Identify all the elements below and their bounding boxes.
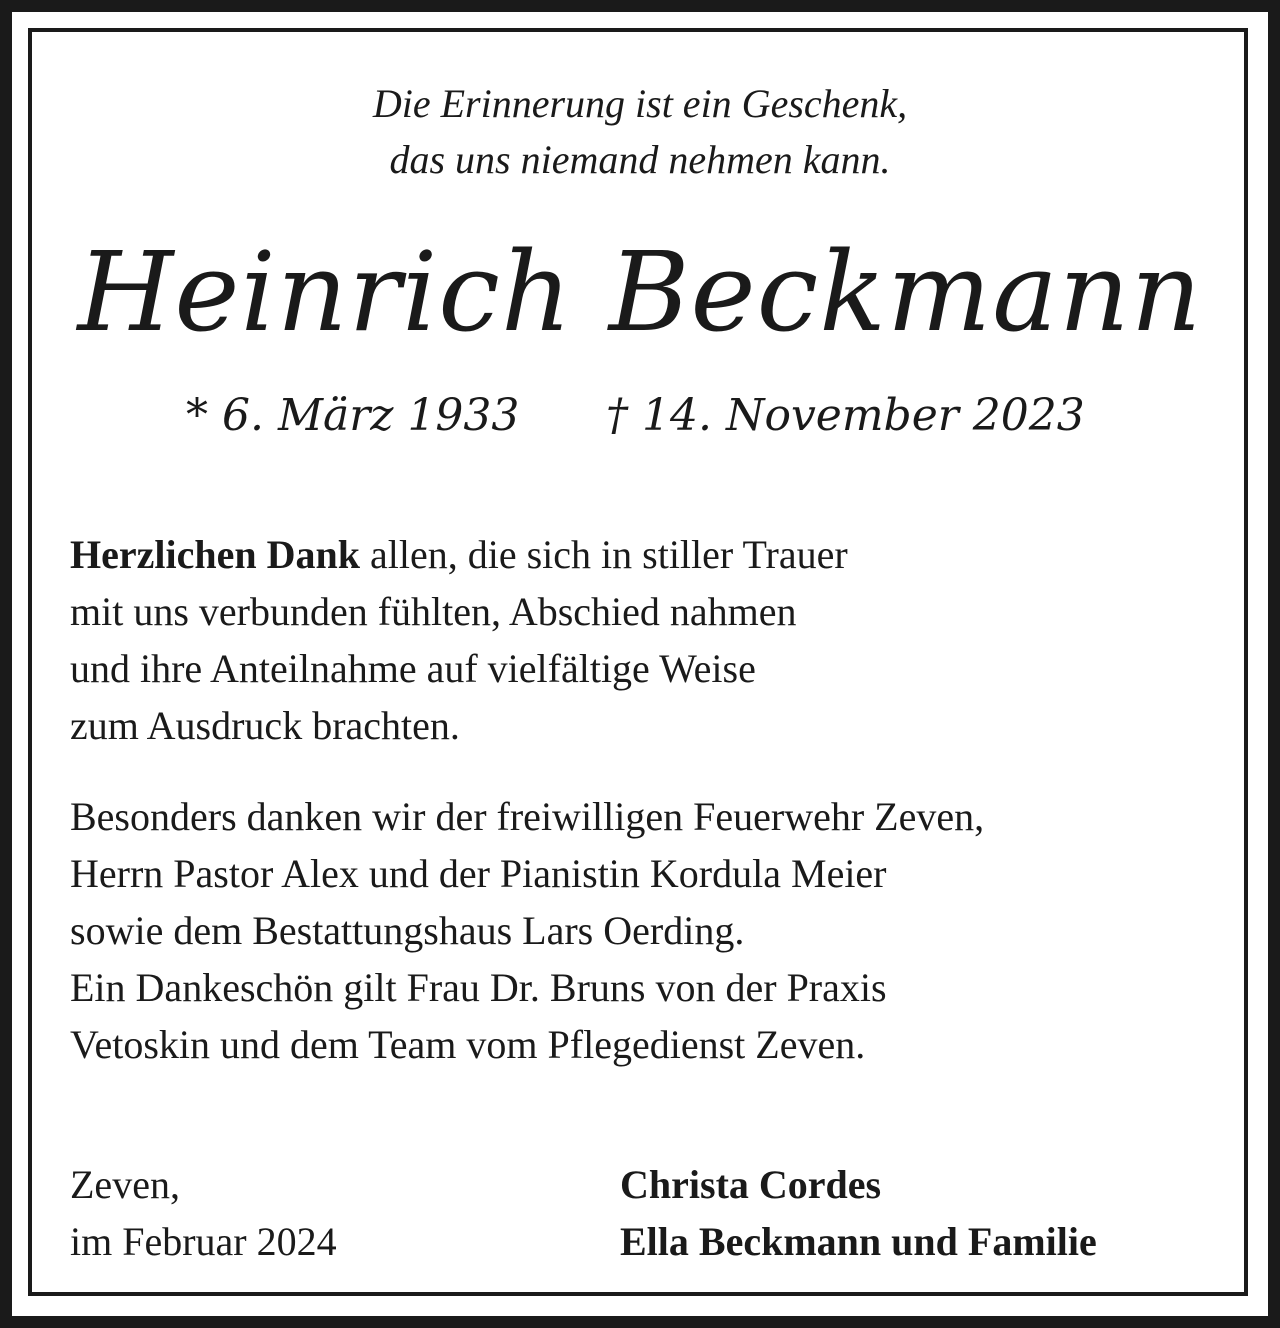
motto-line-2: das uns niemand nehmen kann.	[389, 137, 891, 182]
thanks-lead-line	[70, 526, 848, 583]
place-and-date	[70, 1156, 337, 1270]
birth-date: * 6. März 1933	[186, 390, 520, 441]
special-thanks-line: sowie dem Bestattungshaus Lars Oerding.	[70, 908, 745, 953]
special-thanks-line: Ein Dankeschön gilt Frau Dr. Bruns von der Praxis	[70, 965, 887, 1010]
thanks-line: mit uns verbunden fühlten, Abschied nahmen	[70, 589, 797, 634]
death-date: † 14. November 2023	[606, 390, 1085, 441]
date: im Februar 2024	[70, 1219, 337, 1264]
thanks-lead-rest: allen, die sich in stiller Trauer	[359, 532, 848, 577]
special-thanks-line: Vetoskin und dem Team vom Pflegedienst Zeven.	[70, 1022, 866, 1067]
special-thanks-line: Besonders danken wir der freiwilligen Feuerwehr Zeven,	[70, 794, 985, 839]
special-thanks-paragraph	[70, 788, 984, 1073]
motto-line-1: Die Erinnerung ist ein Geschenk,	[372, 81, 908, 126]
thanks-lead-bold: Herzlichen Dank	[70, 532, 360, 577]
signers	[620, 1156, 1097, 1270]
special-thanks-line: Herrn Pastor Alex und der Pianistin Kordula Meier	[70, 851, 887, 896]
thanks-line: zum Ausdruck brachten.	[70, 703, 460, 748]
thanks-paragraph	[70, 526, 848, 754]
thanks-line: und ihre Anteilnahme auf vielfältige Weise	[70, 646, 756, 691]
place: Zeven,	[70, 1162, 180, 1207]
signer-2: Ella Beckmann und Familie	[620, 1219, 1097, 1264]
deceased-name: Heinrich Beckmann	[77, 228, 1203, 356]
signer-1: Christa Cordes	[620, 1162, 882, 1207]
